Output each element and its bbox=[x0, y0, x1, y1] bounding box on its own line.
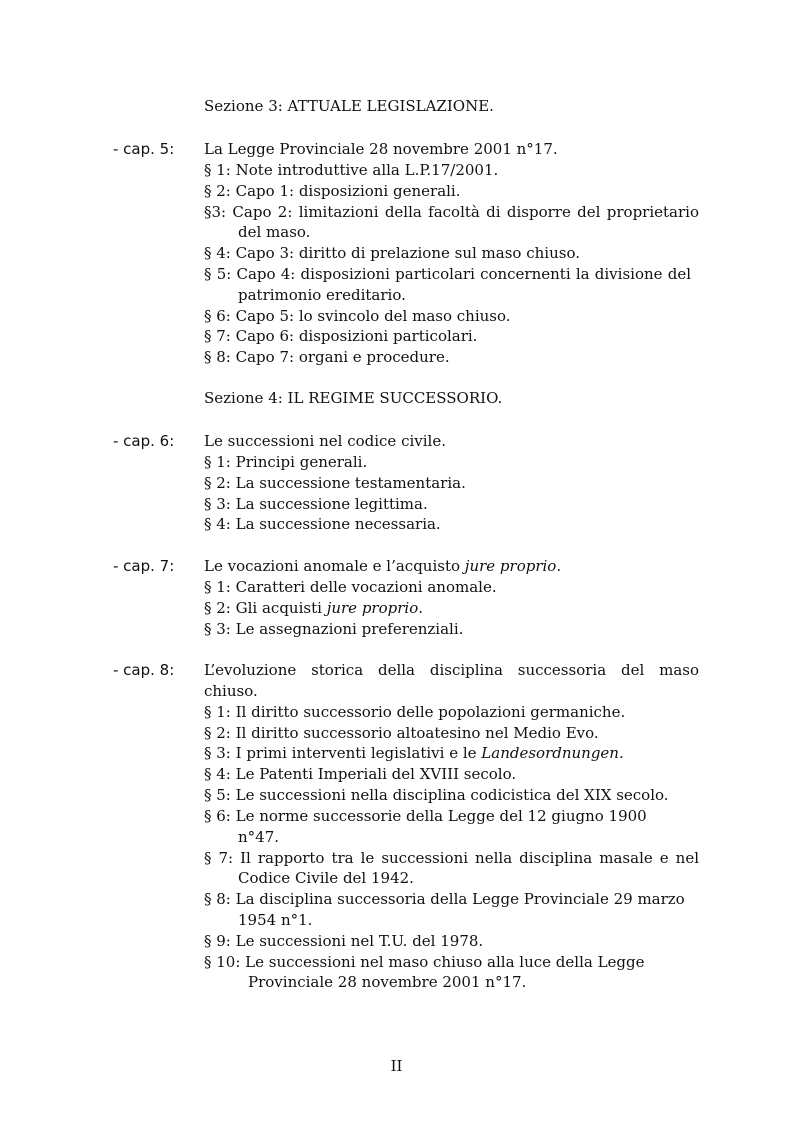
chapter-5-item: § 5: Capo 4: disposizioni particolari concernenti la divisione del bbox=[204, 265, 691, 283]
section-3-heading: Sezione 3: ATTUALE LEGISLAZIONE. bbox=[204, 97, 494, 115]
chapter-5-label: - cap. 5: bbox=[113, 140, 175, 158]
chapter-8-item-text: § 3: I primi interventi legislativi e le bbox=[204, 744, 482, 762]
chapter-8-item-cont: Provinciale 28 novembre 2001 n°17. bbox=[248, 973, 527, 991]
chapter-7-item: § 3: Le assegnazioni preferenziali. bbox=[204, 620, 464, 638]
chapter-7-label: - cap. 7: bbox=[113, 557, 175, 575]
chapter-7-title-text: Le vocazioni anomale e l’acquisto bbox=[204, 557, 465, 575]
chapter-8-item: § 8: La disciplina successoria della Legge Provinciale 29 marzo bbox=[204, 890, 685, 908]
chapter-5-item-cont: del maso. bbox=[238, 223, 311, 241]
chapter-7-title bbox=[204, 556, 561, 576]
chapter-8-item: § 6: Le norme successorie della Legge del 12 giugno 1900 bbox=[204, 807, 647, 825]
chapter-5-item: § 2: Capo 1: disposizioni generali. bbox=[204, 182, 461, 200]
chapter-7-item-text: § 2: Gli acquisti bbox=[204, 599, 327, 617]
chapter-5-item: § 7: Capo 6: disposizioni particolari. bbox=[204, 327, 478, 345]
page-number: II bbox=[390, 1057, 403, 1075]
chapter-7-item-end: . bbox=[418, 599, 423, 617]
chapter-7-title-emphasis: jure proprio bbox=[464, 557, 557, 575]
chapter-6-item: § 3: La successione legittima. bbox=[204, 495, 428, 513]
chapter-8-item-emphasis: Landesordnungen bbox=[481, 744, 619, 762]
chapter-8-item: § 9: Le successioni nel T.U. del 1978. bbox=[204, 932, 484, 950]
chapter-8-item-cont: 1954 n°1. bbox=[238, 911, 313, 929]
section-4-heading: Sezione 4: IL REGIME SUCCESSORIO. bbox=[204, 389, 503, 407]
chapter-5-item-cont: patrimonio ereditario. bbox=[238, 286, 406, 304]
chapter-6-item: § 4: La successione necessaria. bbox=[204, 515, 441, 533]
chapter-7-item: § 1: Caratteri delle vocazioni anomale. bbox=[204, 578, 497, 596]
chapter-8-item: § 5: Le successioni nella disciplina codicistica del XIX secolo. bbox=[204, 786, 669, 804]
chapter-6-item: § 2: La successione testamentaria. bbox=[204, 474, 466, 492]
chapter-7-item-emphasis: jure proprio bbox=[326, 599, 419, 617]
chapter-8-item: § 10: Le successioni nel maso chiuso alla luce della Legge bbox=[204, 953, 645, 971]
chapter-5-item: § 1: Note introduttive alla L.P.17/2001. bbox=[204, 161, 499, 179]
chapter-8-label: - cap. 8: bbox=[113, 661, 175, 679]
chapter-5-item: § 4: Capo 3: diritto di prelazione sul maso chiuso. bbox=[204, 244, 580, 262]
chapter-8-item: § 2: Il diritto successorio altoatesino nel Medio Evo. bbox=[204, 724, 599, 742]
chapter-6-title: Le successioni nel codice civile. bbox=[204, 432, 446, 450]
chapter-8-item-end: . bbox=[618, 744, 624, 762]
chapter-8-item: § 4: Le Patenti Imperiali del XVIII secolo. bbox=[204, 765, 517, 783]
chapter-6-item: § 1: Principi generali. bbox=[204, 453, 368, 471]
chapter-5-item: §3: Capo 2: limitazioni della facoltà di disporre del proprietario bbox=[204, 203, 699, 221]
chapter-6-label: - cap. 6: bbox=[113, 432, 175, 450]
chapter-5-item: § 8: Capo 7: organi e procedure. bbox=[204, 348, 450, 366]
chapter-5-title: La Legge Provinciale 28 novembre 2001 n°17. bbox=[204, 140, 558, 158]
chapter-8-item-cont: Codice Civile del 1942. bbox=[238, 869, 414, 887]
chapter-8-item bbox=[204, 743, 624, 763]
chapter-8-item: § 7: Il rapporto tra le successioni nella disciplina masale e nel bbox=[204, 849, 699, 867]
chapter-7-title-end: . bbox=[556, 557, 562, 575]
chapter-8-item: § 1: Il diritto successorio delle popolazioni germaniche. bbox=[204, 703, 626, 721]
chapter-5-item: § 6: Capo 5: lo svincolo del maso chiuso. bbox=[204, 307, 511, 325]
chapter-8-title: L’evoluzione storica della disciplina successoria del maso bbox=[204, 661, 699, 679]
chapter-8-title-cont: chiuso. bbox=[204, 682, 258, 700]
chapter-8-item-cont: n°47. bbox=[238, 828, 280, 846]
chapter-7-item bbox=[204, 598, 423, 618]
